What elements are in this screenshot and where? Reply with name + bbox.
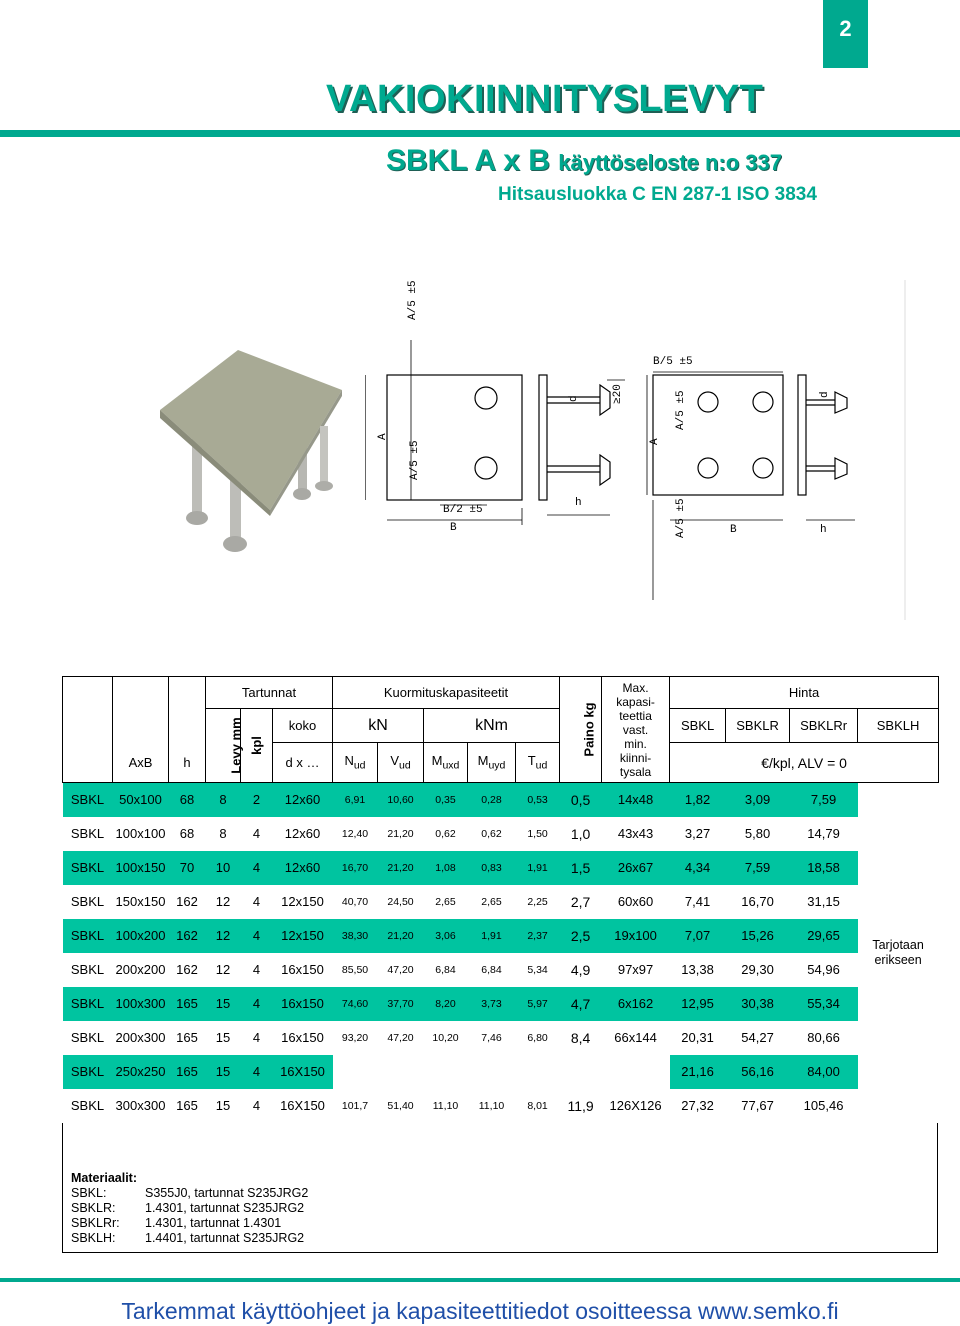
max-l6: kiinni- [619,750,652,765]
material-row [71,1231,937,1246]
cell-max: 19x100 [602,919,670,953]
header-muxd [424,743,468,783]
cell-p1: 3,27 [684,826,711,841]
header-koko: koko [273,709,333,743]
cell-type: SBKL [63,919,113,953]
cell-type: SBKL [63,851,113,885]
material-key: SBKLR: [71,1200,116,1215]
header-h: h [169,743,206,783]
cell-kpl: 4 [252,962,261,977]
header-kpl-label: kpl [248,736,264,755]
cell-type: SBKL [63,987,113,1021]
page-number: 2 [823,0,868,68]
cell-p2: 77,67 [741,1098,774,1113]
cell-paino: 11,9 [567,1097,594,1114]
cell-kpl: 4 [252,1098,261,1113]
cell-paino: 4,7 [560,987,602,1021]
cell-p1: 21,16 [670,1055,726,1089]
table-row [63,885,939,919]
cell-sbklh [858,783,939,817]
cell-max: 60x60 [617,894,654,909]
cell-v: 47,20 [387,1031,414,1044]
cell-type: SBKL [63,1055,113,1089]
label-a5-left: A/5 ±5 [409,440,421,480]
header-sbkl: SBKL [670,709,726,743]
label-b2: B/2 ±5 [443,504,483,516]
cell-mx: 6,84 [435,963,456,976]
cell-levy: 10 [206,851,241,885]
cell-mx: 0,62 [435,827,456,840]
table-row [63,783,939,817]
cell-mx: 10,20 [432,1031,459,1044]
technical-drawing [365,280,910,620]
cell-p2: 3,09 [726,783,790,817]
header-kuormitus: Kuormituskapasiteetit [333,677,560,709]
cell-axb: 100x200 [113,919,169,953]
cell-h: 165 [169,1055,206,1089]
header-axb-top [113,677,169,743]
cell-p3: 84,00 [790,1055,858,1089]
header-sbklr: SBKLR [726,709,790,743]
cell-dx: 12x150 [281,894,324,909]
cell-max: 26x67 [602,851,670,885]
cell-h: 165 [176,1098,198,1113]
cell-type: SBKL [70,826,105,841]
cell-my: 7,46 [481,1031,502,1044]
max-l4: vast. [622,722,649,737]
cell-n: 16,70 [333,851,378,885]
cell-dx: 12x60 [284,826,321,841]
spec-table-wrap [62,676,938,1253]
cell-h: 162 [176,894,198,909]
header-tartunnat: Tartunnat [206,677,333,709]
cell-v: 21,20 [387,827,414,840]
cell-h: 68 [179,826,195,841]
header-levy [206,709,244,783]
cell-p3: 14,79 [807,826,840,841]
label-b-right: B [730,524,737,536]
cell-type: SBKL [70,962,105,977]
vud-sub: ud [398,759,411,772]
cell-sbklh [858,851,939,885]
product-photo [120,330,360,560]
page-title: VAKIOKIINNITYSLEVYT [326,78,764,120]
header-axb: AxB [113,743,169,783]
cell-kpl: 4 [241,987,273,1021]
cell-p2: 56,16 [726,1055,790,1089]
cell-dx: 12x150 [273,919,333,953]
cell-kpl: 2 [241,783,273,817]
muyd-sub: uyd [488,759,506,772]
cell-kpl: 4 [241,919,273,953]
cell-v: 47,20 [387,963,414,976]
cell-max: 43x43 [617,826,654,841]
nud-main: N [344,753,354,769]
cell-my: 1,91 [468,919,516,953]
nud-sub: ud [353,759,366,772]
cell-my: 6,84 [481,963,502,976]
cell-h: 70 [169,851,206,885]
cell-dx: 16x150 [281,962,324,977]
cell-t: 6,80 [527,1031,548,1044]
cell-v: 51,40 [387,1099,414,1112]
cell-mx: 8,20 [424,987,468,1021]
cell-p1: 7,41 [684,894,711,909]
cell-h: 165 [169,987,206,1021]
cell-t: 0,53 [516,783,560,817]
cell-n [333,1055,378,1089]
table-row [63,1089,939,1123]
cell-levy: 15 [215,1030,231,1045]
cell-axb: 300x300 [115,1098,166,1113]
cell-my: 3,73 [468,987,516,1021]
cell-axb: 200x200 [115,962,166,977]
cell-levy: 15 [206,1055,241,1089]
cell-dx: 16x150 [273,987,333,1021]
cell-type: SBKL [70,1098,105,1113]
cell-sbklh [858,1021,939,1055]
cell-n: 85,50 [341,963,369,976]
cell-dx: 16X150 [273,1055,333,1089]
header-vud [378,743,424,783]
cell-my [468,1055,516,1089]
cell-v: 37,70 [378,987,424,1021]
table-row [63,1021,939,1055]
cell-kpl: 4 [252,826,261,841]
label-a-right: A [649,438,661,445]
label-h-right: h [820,524,827,536]
max-l3: teettia [619,708,652,723]
table-row [63,851,939,885]
label-d-right: d [819,391,831,398]
cell-max: 6x162 [602,987,670,1021]
cell-h: 165 [176,1030,198,1045]
cell-dx: 12x60 [273,783,333,817]
cell-t: 2,25 [527,895,548,908]
label-a5-right: A/5 ±5 [675,390,687,430]
cell-axb: 150x150 [115,894,166,909]
cell-type: SBKL [70,1030,105,1045]
cell-my: 0,83 [468,851,516,885]
label-ge20: ≥20 [612,384,624,404]
cell-p3: 31,15 [807,894,840,909]
cell-p3: 55,34 [790,987,858,1021]
header-h-top [169,677,206,743]
cell-h: 162 [176,962,198,977]
cell-p2: 7,59 [726,851,790,885]
materials-title: Materiaalit: [71,1170,137,1185]
max-l5: min. [624,736,647,751]
label-b-left: B [450,522,457,534]
cell-my: 0,62 [481,827,502,840]
label-h-left: h [575,497,582,509]
cell-t: 1,91 [516,851,560,885]
material-key: SBKLH: [71,1230,116,1245]
cell-p2: 16,70 [741,894,774,909]
cell-v: 24,50 [387,895,414,908]
tarjotaan-note [858,919,939,987]
cell-p3: 29,65 [790,919,858,953]
cell-v: 21,20 [378,851,424,885]
cell-axb: 250x250 [113,1055,169,1089]
cell-levy: 8 [219,826,227,841]
max-l1: Max. [622,680,649,695]
cell-t: 5,34 [527,963,548,976]
cell-max: 97x97 [617,962,654,977]
product-subtitle [386,144,782,178]
label-d-left: d [568,395,580,402]
tarjotaan-l2: erikseen [874,952,922,967]
cell-sbklh [858,885,939,919]
cell-mx [424,1055,468,1089]
cell-mx: 2,65 [435,895,456,908]
cell-axb: 100x300 [113,987,169,1021]
cell-kpl: 4 [252,1030,261,1045]
max-l2: kapasi- [616,694,655,709]
header-paino [560,677,602,783]
table-row [63,919,939,953]
header-tud [516,743,560,783]
header-sbklrr: SBKLRr [790,709,858,743]
cell-p1: 13,38 [681,962,714,977]
cell-p1: 20,31 [681,1030,714,1045]
spec-rows [63,783,939,1123]
cell-n: 40,70 [341,895,369,908]
cell-max: 66x144 [614,1030,657,1045]
header-kn: kN [333,709,424,743]
cell-levy: 12 [215,962,231,977]
vud-main: V [390,753,399,769]
cell-axb: 100x150 [113,851,169,885]
cell-paino: 2,5 [560,919,602,953]
cell-my: 0,28 [468,783,516,817]
material-value: S355J0, tartunnat S235JRG2 [145,1185,309,1200]
cell-paino [560,1055,602,1089]
cell-mx: 11,10 [432,1099,459,1112]
materials-section [62,1123,938,1253]
cell-n: 101,7 [341,1099,369,1112]
muxd-main: M [431,753,443,769]
cell-t: 1,50 [527,827,548,840]
cell-paino: 1,0 [570,825,591,842]
cell-p1: 1,82 [670,783,726,817]
header-kpl [241,709,273,783]
header-rule [0,130,960,137]
table-row [63,987,939,1021]
table-row [63,817,939,851]
cell-p2: 29,30 [741,962,774,977]
muxd-sub: uxd [442,759,460,772]
cell-sbklh [858,987,939,1021]
footer-text: Tarkemmat käyttöohjeet ja kapasiteettitiedot osoitteessa www.semko.fi [121,1298,839,1324]
cell-kpl: 4 [252,894,261,909]
product-code: SBKL A x B [386,144,550,177]
max-l7: tysala [619,764,652,779]
cell-p2: 5,80 [744,826,771,841]
cell-v: 10,60 [378,783,424,817]
cell-kpl: 4 [241,1055,273,1089]
cell-paino: 0,5 [560,783,602,817]
material-value: 1.4401, tartunnat S235JRG2 [145,1230,305,1245]
spec-table [62,676,939,1123]
header-muyd [468,743,516,783]
cell-p2: 30,38 [726,987,790,1021]
cell-p3: 105,46 [803,1098,844,1113]
header-hinta: Hinta [670,677,939,709]
cell-sbklh [858,1089,939,1123]
header-paino-label: Paino kg [581,702,597,757]
material-row [71,1216,937,1231]
cell-p1: 12,95 [670,987,726,1021]
cell-max: 126X126 [609,1098,662,1113]
cell-h: 68 [169,783,206,817]
material-value: 1.4301, tartunnat S235JRG2 [145,1200,305,1215]
cell-v [378,1055,424,1089]
header-max [602,677,670,783]
header-nud [333,743,378,783]
cell-t [516,1055,560,1089]
cell-levy: 8 [206,783,241,817]
cell-my: 2,65 [481,895,502,908]
cell-n: 93,20 [341,1031,369,1044]
cell-p2: 54,27 [741,1030,774,1045]
cell-p3: 7,59 [790,783,858,817]
cell-axb: 100x100 [115,826,166,841]
cell-levy: 12 [215,894,231,909]
table-row [63,1055,939,1089]
cell-t: 8,01 [527,1099,548,1112]
cell-n: 74,60 [333,987,378,1021]
cell-n: 6,91 [333,783,378,817]
header-levy-label: Levy mm [228,717,244,774]
cell-p3: 80,66 [807,1030,840,1045]
cell-levy: 12 [206,919,241,953]
material-key: SBKLRr: [71,1215,120,1230]
label-b5: B/5 ±5 [653,356,693,368]
cell-t: 5,97 [516,987,560,1021]
tud-main: T [527,753,536,769]
cell-sbklh [858,817,939,851]
cell-type: SBKL [63,783,113,817]
cell-p2: 15,26 [726,919,790,953]
cell-n: 12,40 [341,827,369,840]
cell-p1: 4,34 [670,851,726,885]
cell-max: 14x48 [602,783,670,817]
cell-paino: 8,4 [570,1029,591,1046]
cell-paino: 4,9 [570,961,591,978]
header-type-cell [63,677,113,783]
cell-levy: 15 [215,1098,231,1113]
cell-mx: 1,08 [424,851,468,885]
cell-axb: 200x300 [115,1030,166,1045]
table-row [63,953,939,987]
tarjotaan-l1: Tarjotaan [872,937,924,952]
cell-v: 21,20 [378,919,424,953]
cell-p1: 7,07 [670,919,726,953]
cell-axb: 50x100 [113,783,169,817]
cell-max [602,1055,670,1089]
cell-mx: 3,06 [424,919,468,953]
cell-h: 162 [169,919,206,953]
muyd-main: M [477,753,489,769]
label-a5-bottom: A/5 ±5 [675,498,687,538]
weld-class-subtitle: Hitsausluokka C EN 287-1 ISO 3834 [498,184,817,205]
header-dx: d x … [273,743,333,783]
cell-paino: 2,7 [570,893,591,910]
tud-sub: ud [535,759,548,772]
cell-n: 38,30 [333,919,378,953]
footer [0,1278,960,1326]
manual-number: käyttöseloste n:o 337 [558,150,783,175]
header-sbklh: SBKLH [858,709,939,743]
header-alv: €/kpl, ALV = 0 [670,743,939,783]
material-row [71,1186,937,1201]
cell-dx: 12x60 [273,851,333,885]
material-row [71,1201,937,1216]
cell-p3: 54,96 [807,962,840,977]
material-key: SBKL: [71,1185,107,1200]
cell-mx: 0,35 [424,783,468,817]
cell-kpl: 4 [241,851,273,885]
cell-t: 2,37 [516,919,560,953]
cell-dx: 16x150 [281,1030,324,1045]
header-knm: kNm [424,709,560,743]
cell-levy: 15 [206,987,241,1021]
cell-type: SBKL [70,894,105,909]
cell-sbklh [858,1055,939,1089]
material-value: 1.4301, tartunnat 1.4301 [145,1215,282,1230]
label-a5-top: A/5 ±5 [407,280,419,320]
cell-p1: 27,32 [681,1098,714,1113]
cell-my: 11,10 [478,1099,505,1112]
cell-p3: 18,58 [790,851,858,885]
label-a-left: A [377,433,389,440]
cell-dx: 16X150 [280,1098,325,1113]
cell-paino: 1,5 [560,851,602,885]
